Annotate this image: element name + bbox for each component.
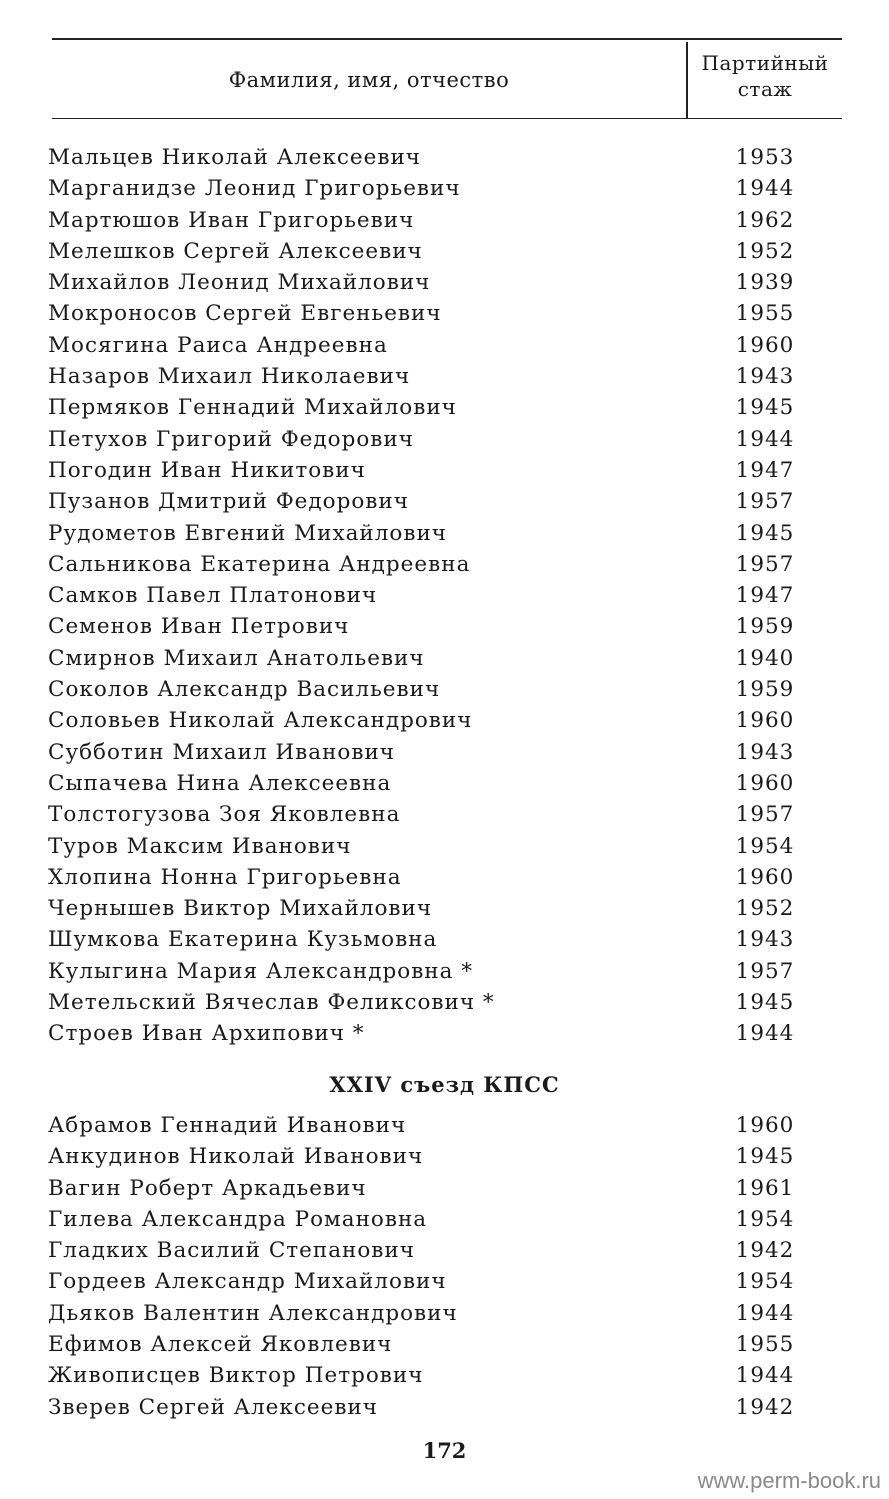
table-row — [0, 424, 889, 455]
table-row — [0, 1018, 889, 1049]
row-year: 1939 — [735, 270, 795, 296]
table-row — [0, 455, 889, 486]
section-title-xxiv-congress: XXIV съезд КПСС — [329, 1072, 560, 1097]
row-name: Хлопина Нонна Григорьевна — [48, 864, 402, 890]
row-year: 1942 — [735, 1394, 795, 1420]
row-year: 1945 — [735, 990, 795, 1016]
row-year: 1942 — [735, 1238, 795, 1264]
table-row — [0, 1360, 889, 1391]
row-year: 1959 — [735, 614, 795, 640]
table-row — [0, 549, 889, 580]
row-year: 1947 — [735, 583, 795, 609]
row-year: 1943 — [735, 739, 795, 765]
row-name: Михайлов Леонид Михайлович — [48, 270, 431, 296]
table-row — [0, 267, 889, 298]
row-name: Мальцев Николай Алексеевич — [48, 145, 422, 170]
row-year: 1953 — [735, 145, 795, 170]
watermark: www.perm-book.ru — [697, 1468, 881, 1493]
table-row — [0, 1173, 889, 1204]
row-name: Сыпачева Нина Алексеевна — [48, 770, 392, 796]
row-name: Шумкова Екатерина Кузьмовна — [48, 927, 438, 953]
row-year: 1960 — [735, 708, 795, 734]
page-number: 172 — [422, 1438, 467, 1463]
table-row — [0, 768, 889, 799]
row-year: 1962 — [735, 207, 795, 233]
table-row — [0, 580, 889, 611]
row-year: 1957 — [735, 551, 795, 577]
row-name: Анкудинов Николай Иванович — [48, 1144, 424, 1170]
table-row — [0, 1392, 889, 1423]
table-row — [0, 392, 889, 423]
row-year: 1944 — [735, 1300, 795, 1326]
row-name: Ефимов Алексей Яковлевич — [48, 1332, 393, 1358]
year-column-header-line1: Партийный — [701, 51, 829, 75]
row-name: Мелешков Сергей Алексеевич — [48, 238, 423, 264]
row-name: Толстогузова Зоя Яковлевна — [48, 802, 401, 828]
table-header-rule — [52, 118, 842, 119]
row-name: Марганидзе Леонид Григорьевич — [48, 176, 461, 202]
row-name: Строев Иван Архипович * — [48, 1021, 365, 1047]
row-name: Чернышев Виктор Михайлович — [48, 896, 433, 922]
row-year: 1945 — [735, 1144, 795, 1170]
table-row — [0, 643, 889, 674]
row-name: Петухов Григорий Федорович — [48, 426, 414, 452]
table-row — [0, 205, 889, 236]
row-year: 1944 — [735, 176, 795, 202]
row-name: Гладких Василий Степанович — [48, 1238, 415, 1264]
row-name: Соколов Александр Васильевич — [48, 677, 441, 703]
row-year: 1952 — [735, 238, 795, 264]
row-name: Гордеев Александр Михайлович — [48, 1269, 447, 1295]
table-row — [0, 486, 889, 517]
row-year: 1955 — [735, 1332, 795, 1358]
table-row — [0, 361, 889, 392]
delegate-list-section2 — [0, 1110, 889, 1423]
table-row — [0, 1235, 889, 1266]
table-row — [0, 1204, 889, 1235]
row-name: Субботин Михаил Иванович — [48, 739, 396, 765]
table-row — [0, 862, 889, 893]
table-row — [0, 518, 889, 549]
row-year: 1945 — [735, 395, 795, 421]
row-name: Рудометов Евгений Михайлович — [48, 520, 448, 546]
table-row — [0, 330, 889, 361]
row-year: 1960 — [735, 1113, 795, 1138]
row-name: Метельский Вячеслав Феликсович * — [48, 990, 495, 1016]
row-name: Смирнов Михаил Анатольевич — [48, 645, 425, 671]
row-name: Гилева Александра Романовна — [48, 1206, 428, 1232]
row-name: Зверев Сергей Алексеевич — [48, 1394, 378, 1420]
table-row — [0, 611, 889, 642]
row-name: Погодин Иван Никитович — [48, 457, 366, 483]
table-row — [0, 1266, 889, 1297]
row-year: 1957 — [735, 802, 795, 828]
table-row — [0, 236, 889, 267]
row-year: 1957 — [735, 489, 795, 515]
row-name: Кулыгина Мария Александровна * — [48, 958, 474, 984]
row-name: Живописцев Виктор Петрович — [48, 1363, 424, 1389]
name-column-header-text: Фамилия, имя, отчество — [228, 68, 510, 92]
table-row — [0, 674, 889, 705]
table-row — [0, 705, 889, 736]
row-year: 1945 — [735, 520, 795, 546]
row-year: 1940 — [735, 645, 795, 671]
table-row — [0, 1110, 889, 1141]
table-row — [0, 173, 889, 204]
row-year: 1961 — [735, 1175, 795, 1201]
table-row — [0, 893, 889, 924]
table-row — [0, 737, 889, 768]
row-year: 1947 — [735, 457, 795, 483]
row-name: Сальникова Екатерина Андреевна — [48, 551, 471, 577]
row-name: Семенов Иван Петрович — [48, 614, 350, 640]
row-year: 1954 — [735, 1269, 795, 1295]
row-year: 1943 — [735, 927, 795, 953]
row-year: 1960 — [735, 332, 795, 358]
row-name: Мокроносов Сергей Евгеньевич — [48, 301, 442, 327]
delegate-list-section1 — [0, 142, 889, 1050]
row-name: Мосягина Раиса Андреевна — [48, 332, 388, 358]
name-column-header — [52, 42, 686, 118]
row-year: 1952 — [735, 896, 795, 922]
table-row — [0, 956, 889, 987]
row-name: Мартюшов Иван Григорьевич — [48, 207, 415, 233]
row-name: Назаров Михаил Николаевич — [48, 364, 411, 390]
row-year: 1954 — [735, 1206, 795, 1232]
row-year: 1959 — [735, 677, 795, 703]
row-name: Пузанов Дмитрий Федорович — [48, 489, 409, 515]
row-name: Соловьев Николай Александрович — [48, 708, 473, 734]
table-row — [0, 1298, 889, 1329]
table-row — [0, 1329, 889, 1360]
table-row — [0, 1141, 889, 1172]
row-name: Вагин Роберт Аркадьевич — [48, 1175, 367, 1201]
row-year: 1960 — [735, 864, 795, 890]
row-year: 1943 — [735, 364, 795, 390]
table-top-rule — [52, 38, 842, 40]
row-year: 1944 — [735, 1021, 795, 1047]
row-year: 1955 — [735, 301, 795, 327]
table-row — [0, 142, 889, 173]
year-column-header — [688, 50, 842, 102]
row-year: 1954 — [735, 833, 795, 859]
table-row — [0, 298, 889, 329]
row-name: Дьяков Валентин Александрович — [48, 1300, 458, 1326]
table-row — [0, 987, 889, 1018]
row-name: Туров Максим Иванович — [48, 833, 352, 859]
row-year: 1944 — [735, 1363, 795, 1389]
table-row — [0, 924, 889, 955]
row-year: 1944 — [735, 426, 795, 452]
row-year: 1960 — [735, 770, 795, 796]
year-column-header-line2: стаж — [737, 77, 793, 101]
table-row — [0, 799, 889, 830]
row-name: Абрамов Геннадий Иванович — [48, 1113, 407, 1138]
row-name: Самков Павел Платонович — [48, 583, 378, 609]
table-row — [0, 831, 889, 862]
row-year: 1957 — [735, 958, 795, 984]
row-name: Пермяков Геннадий Михайлович — [48, 395, 457, 421]
